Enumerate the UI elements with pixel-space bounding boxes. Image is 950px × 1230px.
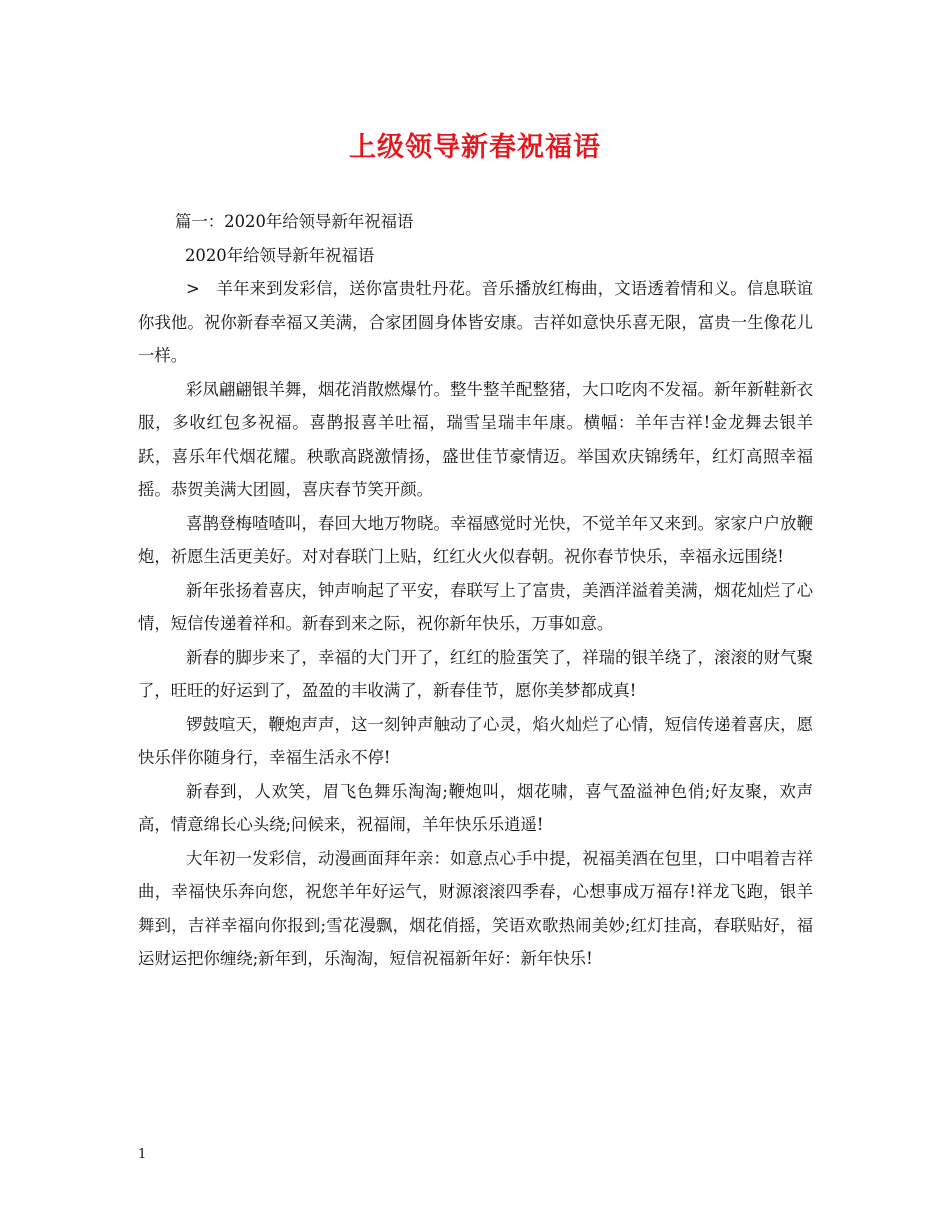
paragraph-7: 新春到，人欢笑，眉飞色舞乐淘淘;鞭炮叫，烟花啸，喜气盈溢神色俏;好友聚，欢声高，情意绵长心头绕;问候来，祝福闹，羊年快乐乐逍遥!: [138, 781, 813, 834]
paragraph-2: 彩凤翩翩银羊舞，烟花消散燃爆竹。整牛整羊配整猪，大口吃肉不发福。新年新鞋新衣服，多收红包多祝福。喜鹊报喜羊吐福，瑞雪呈瑞丰年康。横幅：羊年吉祥!金龙舞去银羊跃，喜乐年代烟花耀。秧歌高跷激情扬，盛世佳节豪情迈。举国欢庆锦绣年，红灯高照幸福摇。恭贺美满大团圆，喜庆春节笑开颜。: [138, 379, 813, 499]
paragraph-1: > 羊年来到发彩信，送你富贵牡丹花。音乐播放红梅曲，文语透着情和义。信息联谊你我他。祝你新春幸福又美满，合家团圆身体皆安康。吉祥如意快乐喜无限，富贵一生像花儿一样。: [138, 279, 813, 365]
paragraph-4: 新年张扬着喜庆，钟声响起了平安，春联写上了富贵，美酒洋溢着美满，烟花灿烂了心情，短信传递着祥和。新春到来之际，祝你新年快乐，万事如意。: [138, 580, 813, 633]
paragraph-8: 大年初一发彩信，动漫画面拜年亲：如意点心手中提，祝福美酒在包里，口中唱着吉祥曲，幸福快乐奔向您，祝您羊年好运气，财源滚滚四季春，心想事成万福存!祥龙飞跑，银羊舞到，吉祥幸福向你报到;雪花漫飘，烟花俏摇，笑语欢歌热闹美妙;红灯挂高，春联贴好，福运财运把你缠绕;新年到，乐淘淘，短信祝福新年好：新年快乐!: [138, 848, 813, 968]
page-number: 1: [138, 1147, 147, 1162]
paragraph-3: 喜鹊登梅喳喳叫，春回大地万物晓。幸福感觉时光快，不觉羊年又来到。家家户户放鞭炮，祈愿生活更美好。对对春联门上贴，红红火火似春朝。祝你春节快乐，幸福永远围绕!: [138, 513, 813, 566]
document-title: 上级领导新春祝福语: [349, 132, 601, 163]
section-subheading: 2020年给领导新年祝福语: [185, 245, 375, 265]
section-heading: 篇一：2020年给领导新年祝福语: [175, 212, 414, 231]
paragraph-6: 锣鼓喧天，鞭炮声声，这一刻钟声触动了心灵，焰火灿烂了心情，短信传递着喜庆，愿快乐伴你随身行，幸福生活永不停!: [138, 714, 813, 767]
paragraph-5: 新春的脚步来了，幸福的大门开了，红红的脸蛋笑了，祥瑞的银羊绕了，滚滚的财气聚了，旺旺的好运到了，盈盈的丰收满了，新春佳节，愿你美梦都成真!: [138, 647, 813, 700]
document-body: [138, 205, 813, 976]
